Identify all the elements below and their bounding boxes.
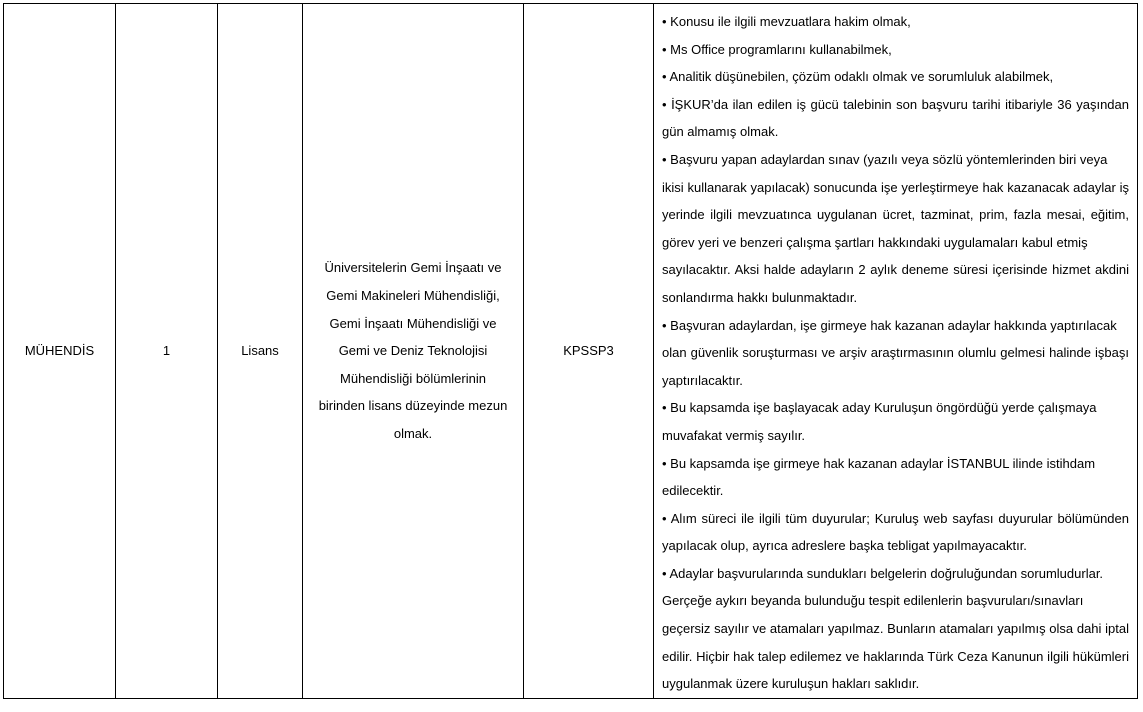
requirement-line: • İŞKUR’da ilan edilen iş gücü talebinin son başvuru tarihi itibariyle 36 yaşından [662, 96, 1129, 112]
position-cell: MÜHENDİS [4, 4, 116, 699]
requirement-line: • Adaylar başvurularında sundukları belgelerin doğruluğundan sorumludurlar. [662, 565, 1104, 581]
requirement-line: görev yeri ve benzeri çalışma şartları hakkındaki uygulamaları kabul etmiş [662, 234, 1088, 250]
department-line: Gemi ve Deniz Teknolojisi [338, 343, 488, 359]
requirement-line: geçersiz sayılır ve atamaları yapılmaz. Bunların atamaları yapılmış olsa dahi iptal [662, 621, 1129, 637]
requirement-line: sonlandırma hakkı bulunmaktadır. [662, 289, 858, 305]
count-cell: 1 [116, 4, 218, 699]
requirement-line: • Bu kapsamda işe girmeye hak kazanan adaylar İSTANBUL ilinde istihdam [662, 455, 1096, 471]
requirement-line: gün almamış olmak. [662, 124, 779, 140]
exam-cell: KPSSP3 [524, 4, 654, 699]
education-cell: Lisans [218, 4, 303, 699]
requirements-cell [654, 4, 1138, 699]
requirement-line: olan güvenlik soruşturması ve arşiv araştırmasının olumlu gelmesi halinde işbaşı [662, 345, 1129, 361]
requirement-line: ikisi kullanarak yapılacak) sonucunda işe yerleştirmeye hak kazanacak adaylar iş [662, 179, 1129, 195]
requirement-line: • Alım süreci ile ilgili tüm duyurular; Kuruluş web sayfası duyurular bölümünden [662, 510, 1129, 526]
job-requirements-table [3, 3, 1138, 699]
job-listing-sheet [3, 3, 1138, 698]
department-line: Mühendisliği bölümlerinin [340, 370, 486, 386]
requirement-line: • Bu kapsamda işe başlayacak aday Kuruluşun öngördüğü yerde çalışmaya [662, 400, 1097, 416]
requirement-line: yerinde ilgili mevzuatınca uygulanan ücret, tazminat, prim, fazla mesai, eğitim, [662, 207, 1129, 223]
department-line: birinden lisans düzeyinde mezun [318, 398, 508, 414]
requirement-line: • Başvuru yapan adaylardan sınav (yazılı veya sözlü yöntemlerinden biri veya [662, 151, 1108, 167]
requirement-line: sayılacaktır. Aksi halde adayların 2 aylık deneme süresi içerisinde hizmet akdini [662, 262, 1129, 278]
requirement-line: muvafakat vermiş sayılır. [662, 427, 806, 443]
requirement-line: • Analitik düşünebilen, çözüm odaklı olmak ve sorumluluk alabilmek, [662, 69, 1054, 85]
table-row [4, 4, 1138, 699]
requirement-line: Gerçeğe aykırı beyanda bulunduğu tespit edilenlerin başvuruları/sınavları [662, 593, 1084, 609]
department-line: Gemi İnşaatı Mühendisliği ve [329, 315, 497, 331]
requirement-line: • Konusu ile ilgili mevzuatlara hakim olmak, [662, 14, 911, 29]
department-line: Gemi Makineleri Mühendisliği, [326, 287, 500, 303]
department-line: olmak. [393, 425, 433, 441]
requirement-line: yapılacak olup, ayrıca adreslere başka tebligat yapılmayacaktır. [662, 538, 1027, 554]
requirement-line: uygulanmak üzere kuruluşun hakları saklıdır. [662, 676, 920, 692]
requirement-line: • Ms Office programlarını kullanabilmek, [662, 41, 892, 57]
department-line: Üniversitelerin Gemi İnşaatı ve [324, 260, 502, 276]
requirement-line: yaptırılacaktır. [662, 372, 743, 388]
requirement-line: • Başvuran adaylardan, işe girmeye hak kazanan adaylar hakkında yaptırılacak [662, 317, 1117, 333]
department-cell [303, 4, 524, 699]
requirement-line: edilir. Hiçbir hak talep edilemez ve haklarında Türk Ceza Kanunun ilgili hükümleri [662, 648, 1129, 664]
requirement-line: edilecektir. [662, 483, 724, 499]
